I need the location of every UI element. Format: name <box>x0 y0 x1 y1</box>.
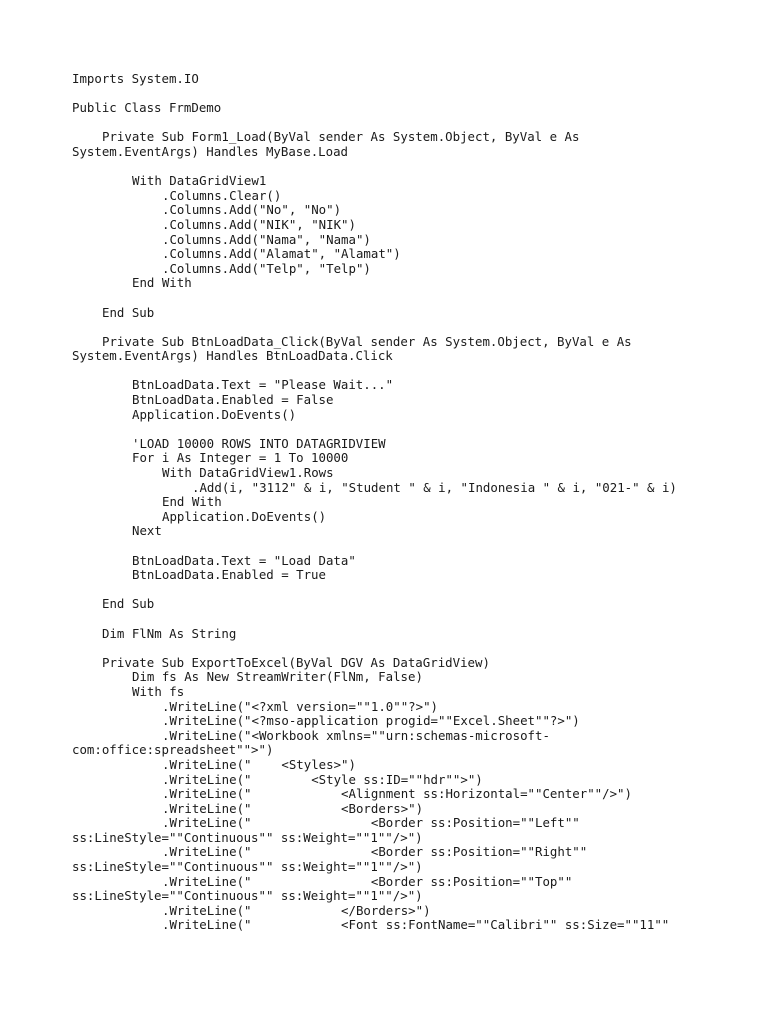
code-line <box>72 641 752 656</box>
code-line <box>72 364 752 379</box>
code-line <box>72 87 752 102</box>
code-line <box>72 612 752 627</box>
code-line: .WriteLine(" <Styles>") <box>162 756 356 772</box>
code-line: Imports System.IO <box>72 72 199 86</box>
code-line <box>72 539 752 554</box>
code-line: Private Sub ExportToExcel(ByVal DGV As DataGridView) <box>102 654 490 670</box>
code-line: 'LOAD 10000 ROWS INTO DATAGRIDVIEW <box>132 435 386 451</box>
code-line <box>72 160 752 175</box>
code-line: .WriteLine("<Workbook xmlns=""urn:schemas-microsoft- <box>162 727 550 743</box>
code-line: BtnLoadData.Enabled = False <box>132 392 334 408</box>
code-line: Dim FlNm As String <box>102 625 237 641</box>
code-block <box>72 72 752 933</box>
code-line: .WriteLine(" <Font ss:FontName=""Calibri"" ss:Size=""11"" <box>162 917 670 933</box>
code-line: BtnLoadData.Text = "Load Data" <box>132 552 356 568</box>
code-line: .WriteLine(" <Borders>") <box>162 800 424 816</box>
code-line: .Columns.Add("Alamat", "Alamat") <box>162 246 401 262</box>
code-line: ss:LineStyle=""Continuous"" ss:Weight=""1""/>") <box>72 829 423 845</box>
code-line: With fs <box>132 683 185 699</box>
code-line <box>72 583 752 598</box>
code-line: .WriteLine(" <Border ss:Position=""Left"" <box>162 815 580 831</box>
code-line: End Sub <box>102 304 155 320</box>
code-line: .Columns.Add("Nama", "Nama") <box>162 231 371 247</box>
code-line: .Columns.Add("No", "No") <box>162 202 342 218</box>
code-line: For i As Integer = 1 To 10000 <box>132 450 349 466</box>
code-line: .WriteLine(" <Border ss:Position=""Top"" <box>162 873 573 889</box>
code-line: System.EventArgs) Handles MyBase.Load <box>72 143 349 159</box>
code-line: .WriteLine(" <Style ss:ID=""hdr"">") <box>162 771 483 787</box>
code-line <box>72 320 752 335</box>
code-line: Next <box>132 523 162 539</box>
code-line: End With <box>132 275 192 291</box>
code-line: End With <box>162 494 222 510</box>
code-line: BtnLoadData.Enabled = True <box>132 567 326 583</box>
code-line: .Add(i, "3112" & i, "Student " & i, "Indonesia " & i, "021-" & i) <box>192 479 677 495</box>
code-line: End Sub <box>102 596 155 612</box>
code-line <box>72 291 752 306</box>
code-line: .WriteLine("<?xml version=""1.0""?>") <box>162 698 439 714</box>
code-line: ss:LineStyle=""Continuous"" ss:Weight=""1""/>") <box>72 859 423 875</box>
code-line: Public Class FrmDemo <box>72 100 222 116</box>
code-line <box>72 422 752 437</box>
code-line: .WriteLine(" <Border ss:Position=""Right"" <box>162 844 588 860</box>
code-line: com:office:spreadsheet"">") <box>72 742 274 758</box>
code-line: .WriteLine(" </Borders>") <box>162 902 431 918</box>
code-line: .WriteLine("<?mso-application progid=""Excel.Sheet""?>") <box>162 713 580 729</box>
code-line: Private Sub BtnLoadData_Click(ByVal sender As System.Object, ByVal e As <box>102 333 632 349</box>
code-line: .Columns.Add("Telp", "Telp") <box>162 260 371 276</box>
code-line: With DataGridView1 <box>132 173 267 189</box>
code-line: System.EventArgs) Handles BtnLoadData.Click <box>72 348 393 364</box>
code-line: Dim fs As New StreamWriter(FlNm, False) <box>132 669 423 685</box>
code-line: .Columns.Add("NIK", "NIK") <box>162 216 356 232</box>
code-line <box>72 116 752 131</box>
code-line: With DataGridView1.Rows <box>162 465 334 481</box>
code-line: Application.DoEvents() <box>162 508 327 524</box>
code-line: BtnLoadData.Text = "Please Wait..." <box>132 377 394 393</box>
code-line: .WriteLine(" <Alignment ss:Horizontal=""Center""/>") <box>162 786 632 802</box>
code-line: ss:LineStyle=""Continuous"" ss:Weight=""1""/>") <box>72 888 423 904</box>
code-line: Application.DoEvents() <box>132 406 297 422</box>
code-line: .Columns.Clear() <box>162 187 282 203</box>
code-line: Private Sub Form1_Load(ByVal sender As System.Object, ByVal e As <box>102 129 580 145</box>
